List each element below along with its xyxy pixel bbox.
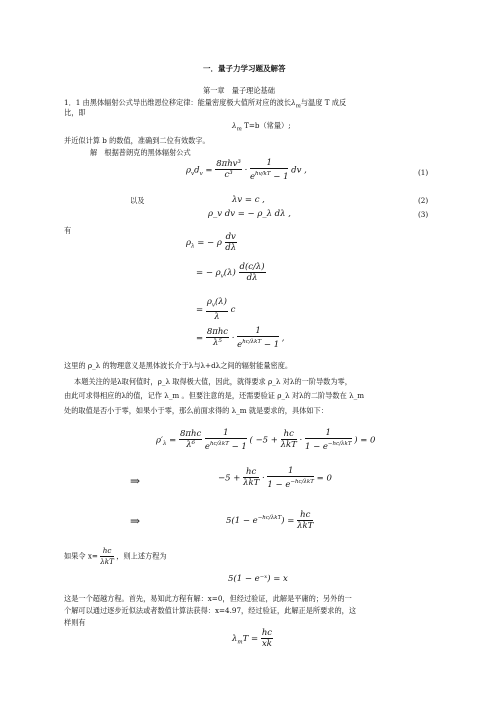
implies-arrow-1: ⇒ <box>130 474 141 488</box>
simplified-equation-1: −5 + $\frac{hc}{\text{λkT}}$ · $\frac{1}{1 - e^{-hc/\lambda kT}}$ = 0 <box>218 466 332 490</box>
derivation-step-3: = $\frac{\rho_v(\lambda)}{\lambda}$ c <box>196 297 236 322</box>
solution-intro: 解 根据普朗克的黑体辐射公式 <box>90 148 191 157</box>
final-equation: $\lambda_mT$ = $\frac{hc}{xk}$ <box>232 628 273 649</box>
page-title: 一．量子力学习题及解答 <box>203 64 286 73</box>
derivation-step-1: $\rho_\lambda$ = − ρ $\frac{dv}{d\lambda}$ <box>186 232 237 253</box>
paragraph-4: 这是一个超越方程。首先，易知此方程有解：x=0，但经过验证，此解是平庸的；另外的一 <box>64 594 352 603</box>
paragraph-6: 样则有 <box>64 618 86 627</box>
equation-3: ρ_v dv = − ρ_λ dλ , <box>208 209 291 219</box>
have-text: 有 <box>64 226 72 235</box>
paragraph-3: 处的取值是否小于零，如果小于零，那么前面求得的 λ_m 就是要求的，具体如下： <box>64 406 328 415</box>
equation-1-number: (1) <box>418 168 429 177</box>
equation-2: λv = c , <box>232 195 265 205</box>
problem-line-2: 比，即 <box>64 108 86 117</box>
derivation-step-4: = $\frac{\text{8πhc}}{\text{λ⁵}}$ · $\frac{1}{e^{hc/\lambda kT} - 1}$ , <box>196 326 285 350</box>
equation-1: $\rho_vd_v$ = $\frac{\text{8πhv³}}{\text{c³}}$ · $\frac{1}{e^{hv/kT} - 1}$ dv , <box>186 158 307 182</box>
and-text: 以及 <box>130 196 145 205</box>
paragraph-1: 本题关注的是λ取何值时，ρ_λ 取得极大值，因此，就得要求 ρ_λ 对λ的一阶导数为零， <box>74 377 352 386</box>
equation-2-number: (2) <box>418 196 429 205</box>
equation-3-number: (3) <box>418 210 429 219</box>
wien-law: $\lambda_m$ T=b（常量）; <box>232 121 291 133</box>
problem-line-3: 并近似计算 b 的数值，准确到二位有效数字。 <box>64 136 210 145</box>
paragraph-2: 由此可求得相应的λ的值，记作 λ_m 。但要注意的是，还需要验证 ρ_λ 对λ的二阶导数在 λ_m <box>64 391 365 400</box>
first-derivative-equation: $\rho'_\lambda$ = $\frac{\text{8πhc}}{\text{λ⁶}}$ $\frac{1}{e^{hc/\lambda kT} - 1}$ ( −5 + $\frac{hc}{\text{λkT}}$ · $\frac{1}{1 - e^{-hc/\lambda kT}}$ ) = 0 <box>156 428 376 452</box>
simplified-equation-2: $5(1 - e^{-hc/\lambda kT})$ = $\frac{hc}{\text{λkT}}$ <box>226 510 314 531</box>
derivation-step-2: = − $\rho_v(\lambda)$ $\frac{d(c/\lambda)}{d\lambda}$ <box>196 262 265 283</box>
substitution-text: 如果令 x= $\frac{hc}{\text{λkT}}$ ，则上述方程为 <box>64 546 167 566</box>
chapter-heading: 第一章 量子理论基础 <box>203 86 275 95</box>
problem-line-1: 1．1 由黑体辐射公式导出维恩位移定律：能量密度极大值所对应的波长$\lambda_m$与温度 T 成反 <box>64 98 347 110</box>
implies-arrow-2: ⇒ <box>130 514 141 528</box>
transcendental-equation: 5(1 − e⁻ˣ) = x <box>228 574 288 584</box>
meaning-text: 这里的 ρ_λ 的物理意义是黑体波长介于λ与λ+dλ之间的辐射能量密度。 <box>64 361 293 370</box>
paragraph-5: 个解可以通过逐步近似法或者数值计算法获得：x=4.97，经过验证，此解正是所要求的，这 <box>64 606 357 615</box>
